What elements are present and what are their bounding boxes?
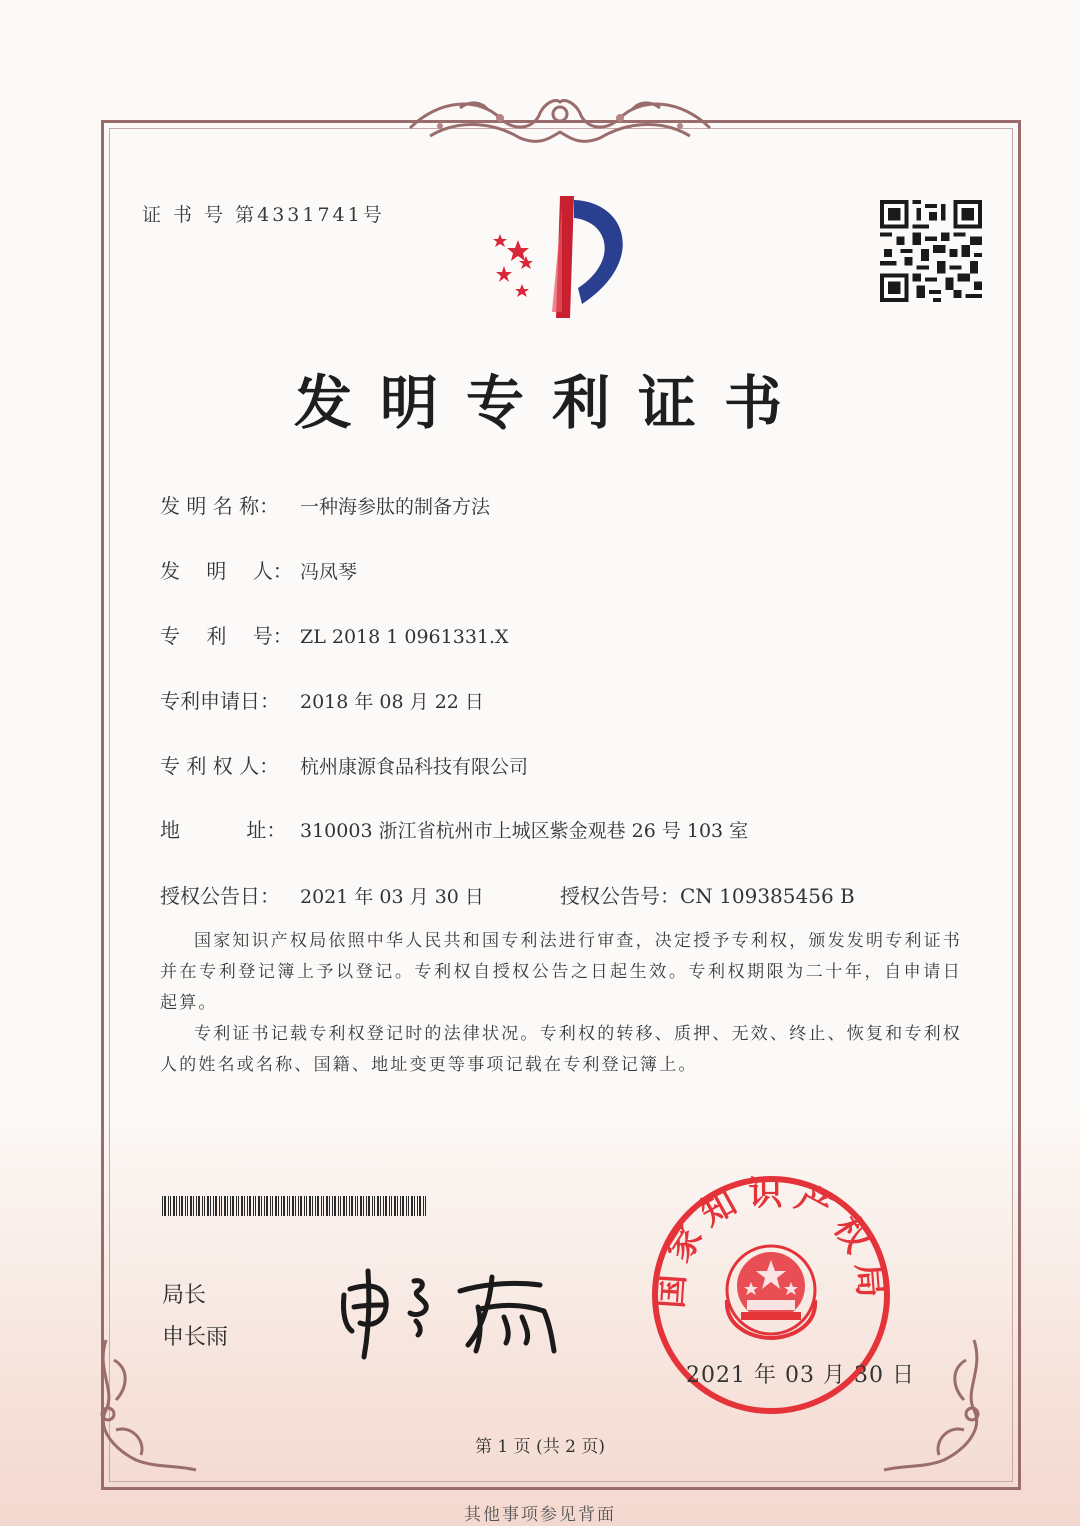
signature-icon	[330, 1255, 570, 1365]
inventor-value: 冯凤琴	[300, 561, 358, 583]
inventor-label: 发 明 人：	[160, 559, 293, 583]
patentee-field	[160, 750, 528, 779]
seal-date: 2021 年 03 月 30 日	[686, 1363, 915, 1388]
barcode-icon	[162, 1196, 430, 1216]
patent-office-logo-icon	[478, 192, 648, 322]
announcement-number-field	[560, 880, 855, 909]
qr-code-icon	[880, 200, 982, 302]
patent-number-field	[160, 620, 509, 649]
invention-name-value: 一种海参肽的制备方法	[300, 496, 491, 518]
grant-paragraph: 国家知识产权局依照中华人民共和国专利法进行审查，决定授予专利权，颁发发明专利证书并在专利登记簿上予以登记。专利权自授权公告之日起生效。专利权期限为二十年，自申请日起算。	[160, 931, 962, 1013]
invention-name-field	[160, 490, 490, 519]
certificate-number: 证 书 号 第4331741号	[142, 204, 385, 226]
patentee-label: 专 利 权 人：	[160, 754, 280, 778]
announcement-date-label: 授权公告日：	[160, 884, 280, 908]
patentee-value: 杭州康源食品科技有限公司	[300, 756, 529, 778]
legal-status-paragraph: 专利证书记载专利权登记时的法律状况。专利权的转移、质押、无效、终止、恢复和专利权人的姓名或名称、国籍、地址变更等事项记载在专利登记簿上。	[160, 1024, 962, 1075]
announcement-date-field	[160, 880, 484, 909]
patent-number-value: ZL 2018 1 0961331.X	[300, 626, 509, 648]
announcement-date-value: 2021 年 03 月 30 日	[300, 886, 484, 908]
application-date-value: 2018 年 08 月 22 日	[300, 691, 484, 713]
patent-number-label: 专 利 号：	[160, 624, 293, 648]
address-label: 地 址：	[160, 818, 287, 842]
invention-name-label: 发 明 名 称：	[160, 494, 280, 518]
top-ornament-icon	[400, 88, 720, 150]
page-number: 第 1 页 (共 2 页)	[475, 1437, 605, 1457]
inventor-field	[160, 555, 357, 584]
bottom-note: 其他事项参见背面	[464, 1505, 616, 1525]
announcement-number-label: 授权公告号：	[560, 884, 680, 908]
address-field	[160, 814, 748, 843]
certificate-title: 发明专利证书	[293, 369, 810, 437]
announcement-number-value: CN 109385456 B	[680, 884, 855, 908]
application-date-label: 专利申请日：	[160, 689, 280, 713]
application-date-field	[160, 685, 484, 714]
corner-ornament-icon	[86, 1330, 206, 1480]
director-name: 申长雨	[162, 1325, 229, 1350]
address-value: 310003 浙江省杭州市上城区紫金观巷 26 号 103 室	[300, 820, 749, 842]
seal-text: 国家知识产权局	[650, 1173, 892, 1310]
director-title: 局长	[162, 1283, 207, 1308]
